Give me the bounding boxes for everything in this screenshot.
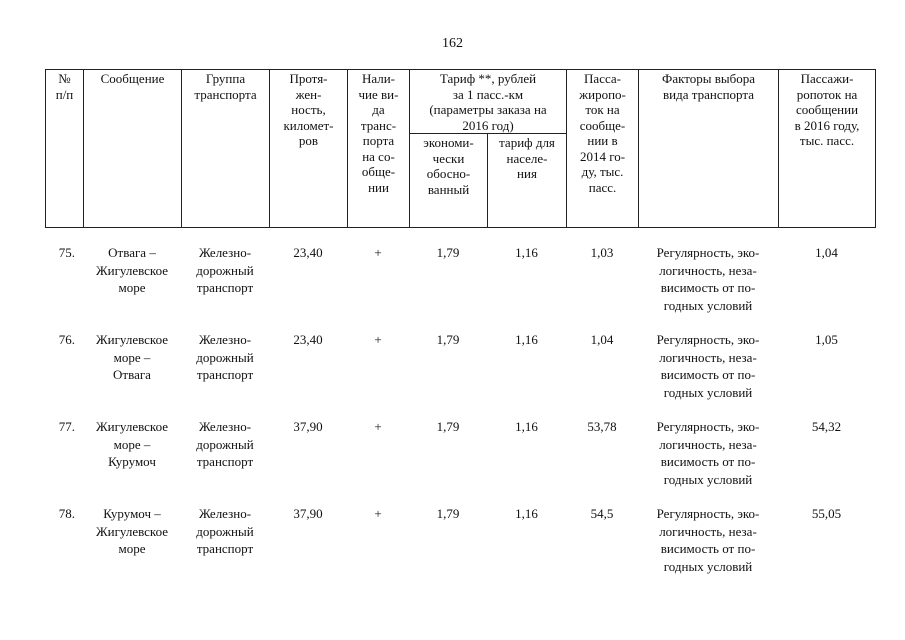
header-factors: Факторы выбора вида транспорта — [639, 70, 779, 228]
cell-route: Жигулевское море – Отвага — [95, 332, 169, 382]
cell-tariff-econ: 1,79 — [436, 419, 460, 434]
cell-factors: Регулярность, эко- логичность, неза- висимость от по- годных условий — [656, 419, 760, 487]
cell-group: Железно- дорожный транспорт — [196, 506, 254, 556]
header-flow-2016: Пассажи- ропоток на сообщении в 2016 году, тыс. пасс. — [779, 70, 876, 228]
header-no: № п/п — [46, 70, 84, 228]
header-tariff-econ: экономи- чески обосно- ванный — [410, 134, 488, 228]
header-availability: Нали- чие ви- да транс- порта на со- обще- нии — [348, 70, 410, 228]
cell-length: 37,90 — [293, 419, 323, 434]
header-length: Протя- жен- ность, километ- ров — [270, 70, 348, 228]
cell-route: Курумоч – Жигулевское море — [95, 506, 169, 556]
cell-tariff-pop: 1,16 — [515, 245, 538, 260]
cell-factors: Регулярность, эко- логичность, неза- висимость от по- годных условий — [656, 506, 760, 574]
header-group: Группа транспорта — [182, 70, 270, 228]
cell-length: 37,90 — [293, 506, 323, 521]
cell-factors: Регулярность, эко- логичность, неза- висимость от по- годных условий — [656, 332, 760, 400]
cell-flow-2014: 53,78 — [587, 419, 617, 434]
cell-flow-2016: 1,04 — [815, 245, 838, 260]
cell-group: Железно- дорожный транспорт — [196, 419, 254, 469]
cell-tariff-econ: 1,79 — [436, 506, 460, 521]
cell-flow-2014: 54,5 — [590, 506, 614, 521]
cell-group: Железно- дорожный транспорт — [196, 245, 254, 295]
cell-group: Железно- дорожный транспорт — [196, 332, 254, 382]
table-body — [45, 244, 875, 592]
cell-no: 77. — [58, 419, 75, 434]
cell-no: 76. — [58, 332, 75, 347]
table-row — [45, 505, 875, 592]
header-route: Сообщение — [84, 70, 182, 228]
cell-no: 78. — [58, 506, 75, 521]
cell-tariff-econ: 1,79 — [436, 245, 460, 260]
cell-length: 23,40 — [293, 245, 323, 260]
header-tariff-pop: тариф для населе- ния — [488, 134, 567, 228]
table-header — [45, 69, 876, 228]
cell-tariff-econ: 1,79 — [436, 332, 460, 347]
cell-route: Отвага – Жигулевское море — [95, 245, 169, 295]
table-row — [45, 331, 875, 418]
cell-tariff-pop: 1,16 — [515, 332, 538, 347]
cell-availability: + — [374, 245, 382, 260]
table-row — [45, 418, 875, 505]
cell-route: Жигулевское море – Курумоч — [95, 419, 169, 469]
cell-tariff-pop: 1,16 — [515, 419, 538, 434]
page-number: 162 — [442, 36, 463, 51]
cell-no: 75. — [58, 245, 75, 260]
cell-flow-2016: 1,05 — [815, 332, 838, 347]
cell-availability: + — [374, 332, 382, 347]
header-flow-2014: Пасса- жиропо- ток на сообще- нии в 2014 го- ду, тыс. пасс. — [567, 70, 639, 228]
cell-length: 23,40 — [293, 332, 323, 347]
cell-availability: + — [374, 506, 382, 521]
cell-flow-2014: 1,03 — [590, 245, 614, 260]
cell-availability: + — [374, 419, 382, 434]
cell-flow-2016: 54,32 — [811, 419, 842, 434]
cell-flow-2016: 55,05 — [811, 506, 842, 521]
table-row — [45, 244, 875, 331]
cell-flow-2014: 1,04 — [590, 332, 614, 347]
cell-tariff-pop: 1,16 — [515, 506, 538, 521]
routes-table — [45, 69, 876, 592]
header-tariff: Тариф **, рублей за 1 пасс.-км (параметры заказа на 2016 год) — [410, 70, 567, 134]
cell-factors: Регулярность, эко- логичность, неза- висимость от по- годных условий — [656, 245, 760, 313]
